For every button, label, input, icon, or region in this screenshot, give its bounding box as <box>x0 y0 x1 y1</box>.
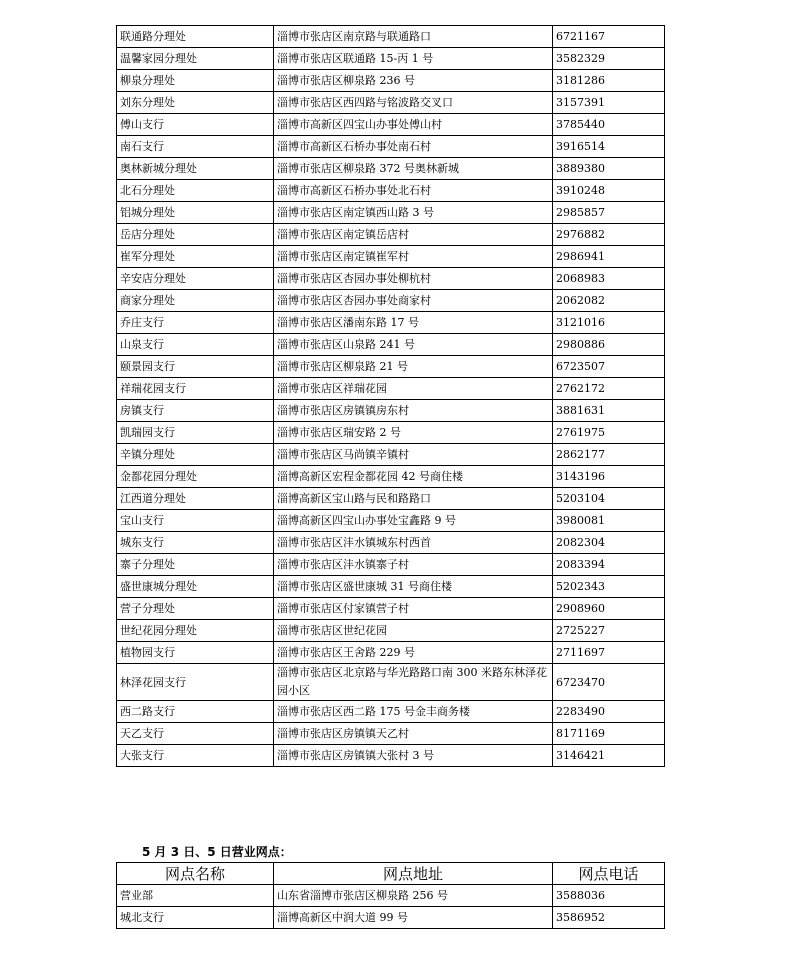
branch-phone-cell: 2062082 <box>553 290 665 312</box>
table-row <box>117 576 665 598</box>
branch-name-cell: 营子分理处 <box>117 598 274 620</box>
branch-name-cell: 北石分理处 <box>117 180 274 202</box>
branch-address-cell: 淄博市张店区世纪花园 <box>274 620 553 642</box>
branch-address-cell: 淄博市张店区南定镇西山路 3 号 <box>274 202 553 224</box>
branch-address-cell: 淄博市张店区南定镇崔军村 <box>274 246 553 268</box>
branch-phone-cell: 2083394 <box>553 554 665 576</box>
branch-phone-cell: 2980886 <box>553 334 665 356</box>
table-row <box>117 664 665 701</box>
branch-phone-cell: 6723507 <box>553 356 665 378</box>
branch-phone-cell: 6721167 <box>553 26 665 48</box>
branch-phone-cell: 3588036 <box>553 885 665 907</box>
branch-phone-cell: 3881631 <box>553 400 665 422</box>
table-row <box>117 745 665 767</box>
branch-phone-cell: 3910248 <box>553 180 665 202</box>
branch-phone-cell: 2862177 <box>553 444 665 466</box>
branch-phone-cell: 3582329 <box>553 48 665 70</box>
branch-name-cell: 西二路支行 <box>117 701 274 723</box>
branch-phone-cell: 8171169 <box>553 723 665 745</box>
branch-address-cell: 淄博市张店区房镇镇天乙村 <box>274 723 553 745</box>
branch-name-cell: 傅山支行 <box>117 114 274 136</box>
header-row <box>117 863 665 885</box>
table-row <box>117 701 665 723</box>
branch-name-cell: 岳店分理处 <box>117 224 274 246</box>
branch-address-cell: 淄博高新区四宝山办事处宝鑫路 9 号 <box>274 510 553 532</box>
branch-name-cell: 凯瑞园支行 <box>117 422 274 444</box>
branch-name-cell: 山泉支行 <box>117 334 274 356</box>
branch-name-cell: 宝山支行 <box>117 510 274 532</box>
branch-address-cell: 淄博市张店区柳泉路 372 号奥林新城 <box>274 158 553 180</box>
branch-name-cell: 林泽花园支行 <box>117 664 274 701</box>
table-row <box>117 907 665 929</box>
holiday-branch-table <box>116 862 665 929</box>
branch-name-cell: 大张支行 <box>117 745 274 767</box>
branch-phone-cell: 3143196 <box>553 466 665 488</box>
branch-address-cell: 山东省淄博市张店区柳泉路 256 号 <box>274 885 553 907</box>
branch-name-cell: 营业部 <box>117 885 274 907</box>
branch-phone-cell: 2725227 <box>553 620 665 642</box>
branch-address-cell: 淄博市张店区南定镇岳店村 <box>274 224 553 246</box>
table-row <box>117 136 665 158</box>
branch-name-cell: 柳泉分理处 <box>117 70 274 92</box>
branch-address-cell: 淄博市张店区王舍路 229 号 <box>274 642 553 664</box>
table-row <box>117 723 665 745</box>
branch-name-cell: 辛安店分理处 <box>117 268 274 290</box>
branch-table <box>116 25 665 767</box>
branch-address-cell: 淄博市张店区祥瑞花园 <box>274 378 553 400</box>
branch-name-cell: 江西道分理处 <box>117 488 274 510</box>
branch-phone-cell: 2068983 <box>553 268 665 290</box>
table-row <box>117 488 665 510</box>
table-row <box>117 312 665 334</box>
branch-name-cell: 城东支行 <box>117 532 274 554</box>
branch-address-cell: 淄博市张店区马尚镇辛镇村 <box>274 444 553 466</box>
branch-address-cell: 淄博市张店区北京路与华光路路口南 300 米路东林泽花园小区 <box>274 664 553 701</box>
branch-address-cell: 淄博市张店区西二路 175 号金丰商务楼 <box>274 701 553 723</box>
table-row <box>117 620 665 642</box>
branch-name-cell: 商家分理处 <box>117 290 274 312</box>
branch-phone-cell: 3785440 <box>553 114 665 136</box>
table-row <box>117 290 665 312</box>
branch-phone-cell: 2283490 <box>553 701 665 723</box>
branch-address-cell: 淄博市张店区南京路与联通路口 <box>274 26 553 48</box>
branch-address-cell: 淄博市张店区联通路 15-丙 1 号 <box>274 48 553 70</box>
branch-address-cell: 淄博市张店区盛世康城 31 号商住楼 <box>274 576 553 598</box>
table-row <box>117 885 665 907</box>
branch-name-cell: 寨子分理处 <box>117 554 274 576</box>
branch-phone-cell: 6723470 <box>553 664 665 701</box>
table-row <box>117 92 665 114</box>
table-row <box>117 26 665 48</box>
table-row <box>117 268 665 290</box>
branch-address-cell: 淄博市高新区石桥办事处北石村 <box>274 180 553 202</box>
branch-name-cell: 铝城分理处 <box>117 202 274 224</box>
branch-phone-cell: 3889380 <box>553 158 665 180</box>
branch-name-cell: 联通路分理处 <box>117 26 274 48</box>
branch-address-cell: 淄博市高新区四宝山办事处傅山村 <box>274 114 553 136</box>
branch-address-cell: 淄博市张店区柳泉路 21 号 <box>274 356 553 378</box>
branch-address-cell: 淄博市张店区房镇镇房东村 <box>274 400 553 422</box>
branch-phone-cell: 2762172 <box>553 378 665 400</box>
branch-phone-cell: 2986941 <box>553 246 665 268</box>
branch-phone-cell: 5202343 <box>553 576 665 598</box>
branch-phone-cell: 2985857 <box>553 202 665 224</box>
header-phone: 网点电话 <box>553 863 665 885</box>
table-row <box>117 554 665 576</box>
branch-phone-cell: 3181286 <box>553 70 665 92</box>
table-row <box>117 158 665 180</box>
branch-address-cell: 淄博市张店区山泉路 241 号 <box>274 334 553 356</box>
branch-phone-cell: 5203104 <box>553 488 665 510</box>
table-row <box>117 400 665 422</box>
branch-name-cell: 城北支行 <box>117 907 274 929</box>
table-row <box>117 444 665 466</box>
branch-phone-cell: 3146421 <box>553 745 665 767</box>
table-row <box>117 378 665 400</box>
table-row <box>117 532 665 554</box>
holiday-branch-table-body <box>117 885 665 929</box>
branch-name-cell: 崔军分理处 <box>117 246 274 268</box>
branch-table-body <box>117 26 665 767</box>
table-row <box>117 224 665 246</box>
branch-name-cell: 植物园支行 <box>117 642 274 664</box>
table-row <box>117 334 665 356</box>
table-row <box>117 510 665 532</box>
branch-name-cell: 祥瑞花园支行 <box>117 378 274 400</box>
branch-phone-cell: 3586952 <box>553 907 665 929</box>
branch-address-cell: 淄博高新区宏程金都花园 42 号商住楼 <box>274 466 553 488</box>
branch-address-cell: 淄博市高新区石桥办事处南石村 <box>274 136 553 158</box>
table-row <box>117 422 665 444</box>
branch-phone-cell: 2908960 <box>553 598 665 620</box>
branch-address-cell: 淄博高新区宝山路与民和路路口 <box>274 488 553 510</box>
branch-name-cell: 温馨家园分理处 <box>117 48 274 70</box>
branch-phone-cell: 3916514 <box>553 136 665 158</box>
table-row <box>117 642 665 664</box>
branch-phone-cell: 3157391 <box>553 92 665 114</box>
branch-address-cell: 淄博市张店区付家镇营子村 <box>274 598 553 620</box>
table-row <box>117 114 665 136</box>
branch-address-cell: 淄博市张店区房镇镇大张村 3 号 <box>274 745 553 767</box>
branch-phone-cell: 2082304 <box>553 532 665 554</box>
branch-name-cell: 颐景园支行 <box>117 356 274 378</box>
branch-name-cell: 奥林新城分理处 <box>117 158 274 180</box>
branch-address-cell: 淄博市张店区瑞安路 2 号 <box>274 422 553 444</box>
table-row <box>117 466 665 488</box>
branch-phone-cell: 3121016 <box>553 312 665 334</box>
branch-phone-cell: 2761975 <box>553 422 665 444</box>
table-row <box>117 70 665 92</box>
branch-name-cell: 盛世康城分理处 <box>117 576 274 598</box>
branch-address-cell: 淄博市张店区沣水镇寨子村 <box>274 554 553 576</box>
table-row <box>117 356 665 378</box>
branch-address-cell: 淄博市张店区柳泉路 236 号 <box>274 70 553 92</box>
branch-address-cell: 淄博市张店区西四路与铭波路交叉口 <box>274 92 553 114</box>
table-row <box>117 246 665 268</box>
branch-name-cell: 南石支行 <box>117 136 274 158</box>
branch-address-cell: 淄博高新区中润大道 99 号 <box>274 907 553 929</box>
branch-phone-cell: 2711697 <box>553 642 665 664</box>
branch-name-cell: 金都花园分理处 <box>117 466 274 488</box>
table-row <box>117 48 665 70</box>
table-row <box>117 598 665 620</box>
branch-name-cell: 刘东分理处 <box>117 92 274 114</box>
branch-phone-cell: 3980081 <box>553 510 665 532</box>
header-address: 网点地址 <box>274 863 553 885</box>
branch-address-cell: 淄博市张店区杏园办事处商家村 <box>274 290 553 312</box>
branch-name-cell: 世纪花园分理处 <box>117 620 274 642</box>
table-row <box>117 180 665 202</box>
branch-name-cell: 乔庄支行 <box>117 312 274 334</box>
branch-name-cell: 辛镇分理处 <box>117 444 274 466</box>
branch-phone-cell: 2976882 <box>553 224 665 246</box>
header-name: 网点名称 <box>117 863 274 885</box>
branch-address-cell: 淄博市张店区沣水镇城东村西首 <box>274 532 553 554</box>
section-title: 5 月 3 日、5 日营业网点： <box>142 845 292 859</box>
branch-name-cell: 房镇支行 <box>117 400 274 422</box>
table-row <box>117 202 665 224</box>
branch-address-cell: 淄博市张店区潘南东路 17 号 <box>274 312 553 334</box>
branch-address-cell: 淄博市张店区杏园办事处柳杭村 <box>274 268 553 290</box>
branch-name-cell: 天乙支行 <box>117 723 274 745</box>
